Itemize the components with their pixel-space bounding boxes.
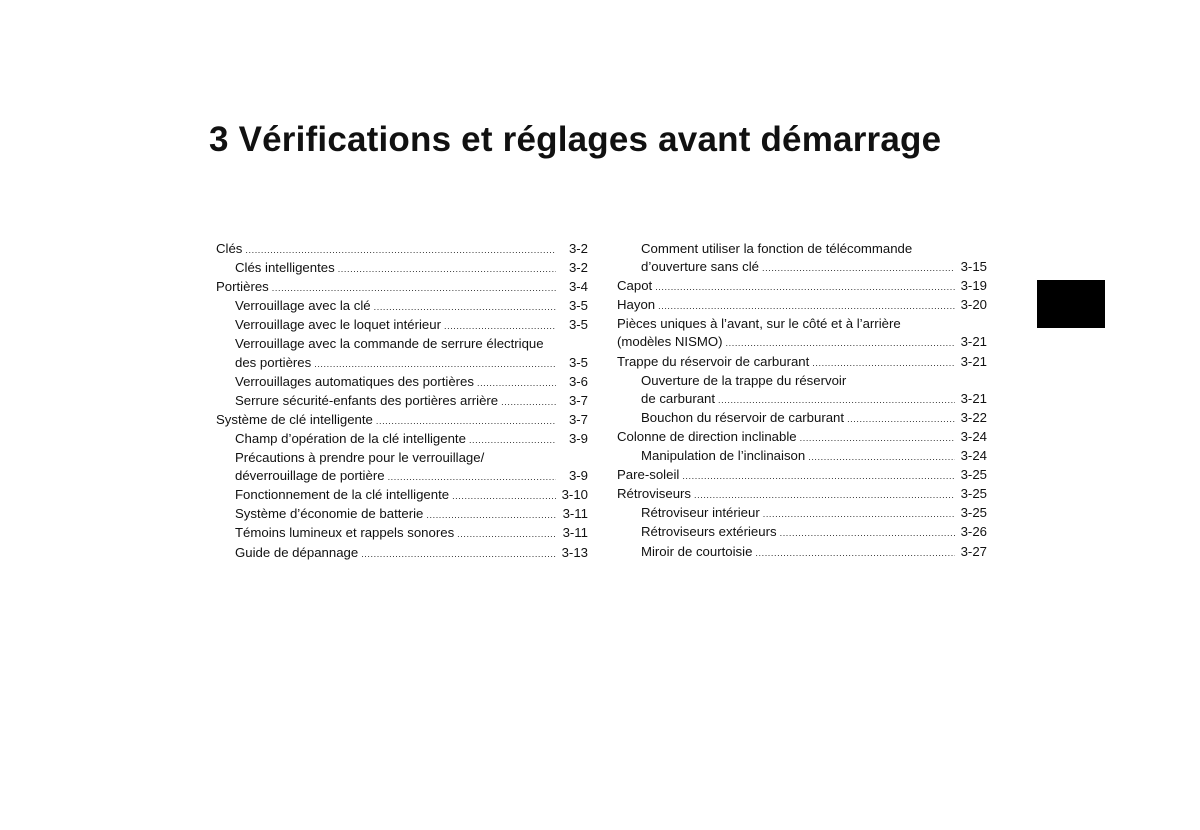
- toc-dot-leader: [376, 412, 556, 430]
- toc-entry-text: Pare-soleil: [617, 467, 680, 483]
- toc-entry-text: déverrouillage de portière: [235, 468, 385, 484]
- toc-page-number: 3-7: [568, 392, 588, 408]
- toc-page-number: 3-25: [960, 486, 987, 502]
- toc-entry[interactable]: [617, 372, 987, 409]
- toc-entry[interactable]: [617, 523, 987, 542]
- toc-dot-leader: [452, 487, 556, 505]
- toc-entry-text: d’ouverture sans clé: [641, 259, 760, 275]
- toc-entry[interactable]: [617, 447, 987, 466]
- toc-entry-text: Bouchon du réservoir de carburant: [641, 409, 845, 425]
- toc-dot-leader: [388, 468, 556, 486]
- toc-entry[interactable]: [216, 240, 588, 259]
- toc-entry[interactable]: [216, 524, 588, 543]
- toc-left-column: [216, 240, 588, 563]
- toc-page-number: 3-9: [568, 430, 588, 446]
- toc-page-number: 3-20: [960, 297, 987, 313]
- toc-dot-leader: [694, 486, 955, 504]
- toc-entry-text-line: Verrouillage avec la commande de serrure électrique: [235, 336, 544, 352]
- toc-entry-text: Fonctionnement de la clé intelligente: [235, 487, 450, 503]
- toc-entry-text: Manipulation de l’inclinaison: [641, 448, 806, 464]
- toc-page-number: 3-9: [568, 468, 588, 484]
- toc-entry[interactable]: [617, 277, 987, 296]
- toc-dot-leader: [374, 298, 556, 316]
- toc-entry[interactable]: [617, 240, 987, 277]
- toc-entry[interactable]: [216, 411, 588, 430]
- toc-entry[interactable]: [216, 259, 588, 278]
- toc-dot-leader: [361, 545, 556, 563]
- toc-dot-leader: [272, 279, 556, 297]
- toc-page-number: 3-24: [960, 448, 987, 464]
- toc-dot-leader: [655, 278, 955, 296]
- toc-page-number: 3-2: [568, 241, 588, 256]
- toc-dot-leader: [762, 259, 955, 277]
- toc-entry[interactable]: [617, 543, 987, 562]
- toc-page-number: 3-2: [568, 260, 588, 276]
- toc-dot-leader: [426, 506, 556, 524]
- toc-entry[interactable]: [617, 409, 987, 428]
- toc-dot-leader: [780, 524, 955, 542]
- toc-page-number: 3-24: [960, 428, 987, 444]
- toc-page-number: 3-5: [568, 298, 588, 314]
- toc-entry-text: Hayon: [617, 297, 656, 313]
- toc-dot-leader: [847, 410, 955, 428]
- toc-entry-text: Rétroviseurs: [617, 486, 692, 502]
- toc-entry-text-line: Comment utiliser la fonction de télécommande: [641, 241, 913, 256]
- toc-entry[interactable]: [617, 353, 987, 372]
- toc-right-column: [617, 240, 987, 562]
- toc-entry-text: Guide de dépannage: [235, 544, 359, 560]
- toc-entry[interactable]: [617, 296, 987, 315]
- toc-dot-leader: [501, 393, 556, 411]
- toc-dot-leader: [338, 260, 556, 278]
- toc-page-number: 3-19: [960, 278, 987, 294]
- toc-page-number: 3-21: [960, 390, 987, 406]
- toc-entry-text-line: Ouverture de la trappe du réservoir: [641, 372, 847, 388]
- toc-page-number: 3-10: [561, 487, 588, 503]
- toc-dot-leader: [718, 391, 955, 409]
- toc-dot-leader: [444, 317, 556, 335]
- toc-entry-text: Serrure sécurité-enfants des portières arrière: [235, 392, 499, 408]
- toc-dot-leader: [682, 467, 955, 485]
- toc-entry-text: Capot: [617, 278, 653, 294]
- toc-entry-text: Témoins lumineux et rappels sonores: [235, 525, 455, 541]
- toc-entry[interactable]: [216, 373, 588, 392]
- toc-entry-text-line: Pièces uniques à l’avant, sur le côté et à l’arrière: [617, 316, 901, 332]
- toc-entry-text: Portières: [216, 279, 269, 295]
- toc-entry-text: Miroir de courtoisie: [641, 543, 753, 559]
- toc-page-number: 3-25: [960, 467, 987, 483]
- toc-entry-text: de carburant: [641, 390, 716, 406]
- toc-entry-text: des portières: [235, 354, 312, 370]
- chapter-thumb-tab: [1037, 280, 1105, 328]
- toc-entry-text: Clés intelligentes: [235, 260, 335, 276]
- toc-dot-leader: [245, 241, 556, 259]
- toc-dot-leader: [755, 544, 955, 562]
- toc-entry-text: Trappe du réservoir de carburant: [617, 353, 810, 369]
- toc-entry[interactable]: [216, 316, 588, 335]
- toc-entry-text: Verrouillage avec la clé: [235, 298, 371, 314]
- toc-page-number: 3-22: [960, 409, 987, 425]
- toc-dot-leader: [457, 525, 556, 543]
- toc-entry[interactable]: [216, 505, 588, 524]
- toc-entry[interactable]: [617, 315, 987, 352]
- toc-dot-leader: [800, 429, 955, 447]
- toc-page-number: 3-6: [568, 373, 588, 389]
- toc-entry-text-line: Précautions à prendre pour le verrouillage/: [235, 450, 485, 466]
- toc-entry-text: Clés: [216, 241, 243, 256]
- toc-entry-text: Rétroviseurs extérieurs: [641, 524, 777, 540]
- toc-page-number: 3-7: [568, 411, 588, 427]
- toc-entry-text: Système de clé intelligente: [216, 411, 373, 427]
- toc-dot-leader: [812, 354, 955, 372]
- toc-page-number: 3-15: [960, 259, 987, 275]
- toc-page-number: 3-25: [960, 505, 987, 521]
- toc-entry-text: Verrouillage avec le loquet intérieur: [235, 317, 441, 333]
- toc-page-number: 3-13: [561, 544, 588, 560]
- toc-dot-leader: [808, 448, 955, 466]
- toc-entry[interactable]: [617, 485, 987, 504]
- toc-entry-text: (modèles NISMO): [617, 334, 723, 350]
- toc-entry-text: Verrouillages automatiques des portières: [235, 373, 474, 389]
- toc-entry-text: Colonne de direction inclinable: [617, 428, 797, 444]
- toc-dot-leader: [726, 334, 955, 352]
- toc-page-number: 3-21: [960, 353, 987, 369]
- toc-entry[interactable]: [216, 297, 588, 316]
- toc-page-number: 3-27: [960, 543, 987, 559]
- toc-entry[interactable]: [216, 486, 588, 505]
- toc-page-number: 3-11: [562, 525, 588, 541]
- toc-page-number: 3-4: [568, 279, 588, 295]
- toc-entry[interactable]: [216, 430, 588, 449]
- toc-entry[interactable]: [617, 466, 987, 485]
- chapter-title: 3 Vérifications et réglages avant démarrage: [209, 120, 942, 159]
- toc-dot-leader: [763, 505, 955, 523]
- toc-entry[interactable]: [216, 544, 588, 563]
- toc-entry[interactable]: [216, 335, 588, 372]
- toc-dot-leader: [477, 374, 556, 392]
- toc-page-number: 3-11: [562, 506, 588, 522]
- toc-page-number: 3-5: [568, 354, 588, 370]
- toc-entry[interactable]: [617, 428, 987, 447]
- toc-entry[interactable]: [216, 392, 588, 411]
- toc-entry[interactable]: [617, 504, 987, 523]
- toc-entry-text: Système d’économie de batterie: [235, 506, 424, 522]
- toc-entry[interactable]: [216, 449, 588, 486]
- toc-dot-leader: [469, 431, 556, 449]
- toc-entry[interactable]: [216, 278, 588, 297]
- toc-dot-leader: [658, 297, 955, 315]
- toc-page-number: 3-5: [568, 317, 588, 333]
- toc-page-number: 3-21: [960, 334, 987, 350]
- toc-page-number: 3-26: [960, 524, 987, 540]
- toc-entry-text: Champ d’opération de la clé intelligente: [235, 430, 466, 446]
- toc-dot-leader: [314, 355, 556, 373]
- toc-entry-text: Rétroviseur intérieur: [641, 505, 760, 521]
